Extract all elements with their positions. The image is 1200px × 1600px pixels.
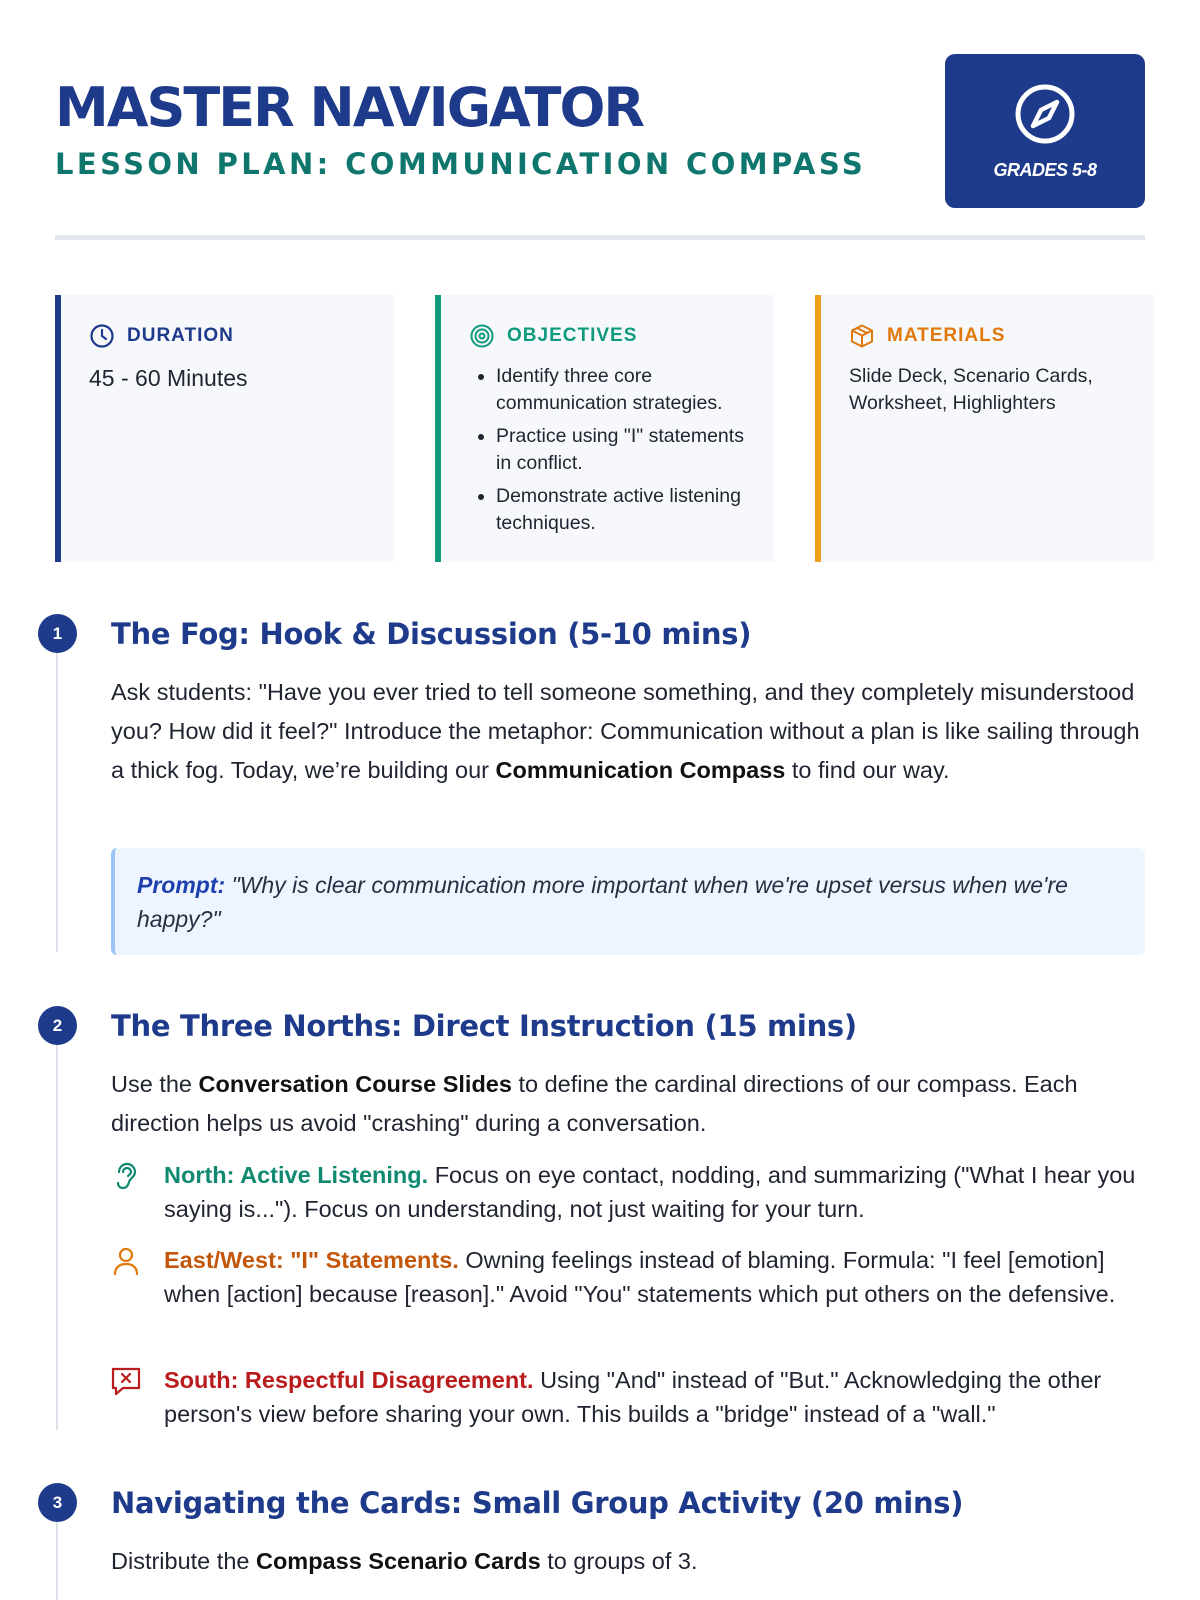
- step-text-bold: Conversation Course Slides: [198, 1071, 512, 1097]
- step-text: Distribute the: [111, 1548, 256, 1574]
- box-icon: [849, 323, 875, 349]
- target-icon: [469, 323, 495, 349]
- step-number: 1: [38, 614, 77, 653]
- step-text: to groups of 3.: [540, 1548, 698, 1574]
- duration-label: DURATION: [127, 325, 234, 346]
- prompt-text: "Why is clear communication more important when we're upset versus when we're happy?": [137, 872, 1068, 932]
- direction-label: North: Active Listening.: [164, 1162, 429, 1188]
- direction-east-west: [111, 1243, 1145, 1311]
- timeline-line: [56, 1037, 58, 1430]
- page-subtitle: LESSON PLAN: COMMUNICATION COMPASS: [55, 147, 867, 181]
- objectives-list: [469, 363, 754, 537]
- objectives-header: [469, 323, 754, 349]
- step-description: [111, 1065, 1145, 1143]
- step-number: 2: [38, 1006, 77, 1045]
- step-text-bold: Compass Scenario Cards: [255, 1548, 541, 1574]
- step-title: The Three Norths: Direct Instruction (15 mins): [111, 1009, 857, 1043]
- materials-label: MATERIALS: [887, 325, 1006, 346]
- duration-card: [55, 295, 394, 562]
- direction-label: South: Respectful Disagreement.: [164, 1367, 534, 1393]
- step-number: 3: [38, 1483, 77, 1522]
- direction-north: [111, 1158, 1145, 1226]
- direction-label: East/West: "I" Statements.: [164, 1247, 459, 1273]
- direction-text: Owning feelings instead of blaming. Formula: "I feel [emotion] when [action] because [reason]." Avoid "You" statements which put others on the defensive.: [164, 1247, 1116, 1307]
- person-icon: [111, 1245, 141, 1277]
- step-description: [111, 1542, 1145, 1581]
- info-cards: [55, 295, 1145, 562]
- list-item: • Demonstrate active listening techniques.: [496, 483, 754, 537]
- objectives-label: OBJECTIVES: [507, 325, 638, 346]
- step-text: to define the cardinal directions of our compass. Each direction helps us avoid "crashing" during a conversation.: [111, 1071, 1078, 1136]
- ear-icon: [111, 1160, 141, 1192]
- step-text: Use the: [111, 1071, 199, 1097]
- list-item: • Identify three core communication strategies.: [496, 363, 754, 417]
- message-x-icon: [111, 1365, 141, 1397]
- step-title: The Fog: Hook & Discussion (5-10 mins): [111, 617, 752, 651]
- direction-text: Using "And" instead of "But." Acknowledging the other person's view before sharing your own. This builds a "bridge" instead of a "wall.": [164, 1367, 1102, 1427]
- page-header: [55, 0, 1145, 240]
- grade-label: GRADES 5-8: [993, 160, 1097, 180]
- step-text: Ask students: "Have you ever tried to tell someone something, and they completely misunderstood you? How did it feel?" Introduce the metaphor: Communication without a plan is like sailing through a thick fog. Today, we’re building our: [111, 679, 1140, 783]
- timeline-line: [56, 645, 58, 952]
- materials-value: Slide Deck, Scenario Cards, Worksheet, Highlighters: [849, 365, 1093, 414]
- timeline-line: [56, 1514, 58, 1600]
- direction-text: Focus on eye contact, nodding, and summarizing ("What I hear you saying is..."). Focus on understanding, not just waiting for your turn.: [164, 1162, 1136, 1222]
- grade-badge: [945, 54, 1145, 208]
- objectives-card: [435, 295, 774, 562]
- step-title: Navigating the Cards: Small Group Activity (20 mins): [111, 1486, 964, 1520]
- step-text: to find our way.: [785, 757, 950, 783]
- compass-icon: [1013, 82, 1077, 146]
- step-description: [111, 673, 1145, 790]
- duration-header: [89, 323, 374, 349]
- clock-icon: [89, 323, 115, 349]
- step-text-bold: Communication Compass: [495, 757, 786, 783]
- materials-card: [815, 295, 1154, 562]
- list-item: • Practice using "I" statements in conflict.: [496, 423, 754, 477]
- duration-value: 45 - 60 Minutes: [89, 365, 248, 391]
- page-title: MASTER NAVIGATOR: [55, 76, 643, 139]
- prompt-label: Prompt:: [137, 872, 226, 898]
- direction-south: [111, 1363, 1145, 1431]
- materials-header: [849, 323, 1134, 349]
- prompt-callout: [111, 848, 1145, 955]
